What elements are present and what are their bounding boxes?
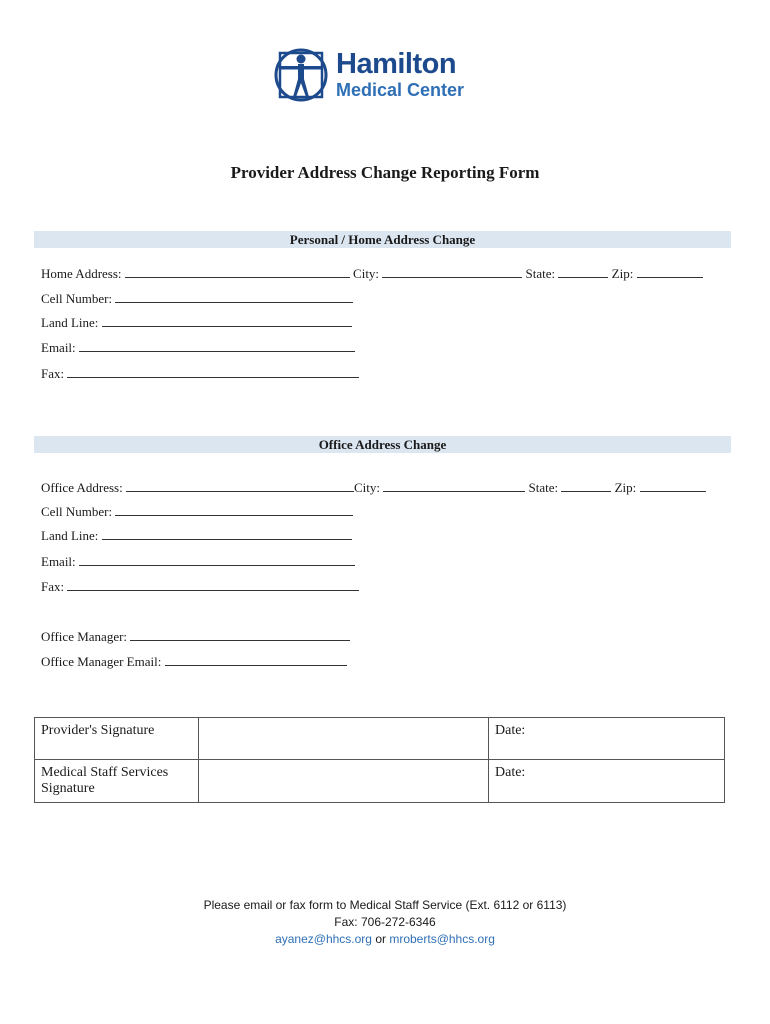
home-email-row xyxy=(41,340,355,356)
office-address-field[interactable] xyxy=(126,480,354,492)
form-title: Provider Address Change Reporting Form xyxy=(230,163,540,182)
hospital-logo xyxy=(274,45,484,107)
provider-signature-row xyxy=(35,718,725,760)
footer-connector: or xyxy=(375,932,386,946)
office-manager-field[interactable] xyxy=(130,629,350,641)
home-cell-field[interactable] xyxy=(115,291,353,303)
email-link-ayanez[interactable]: ayanez@hhcs.org xyxy=(275,932,372,946)
home-fax-row xyxy=(41,366,359,382)
office-fax-field[interactable] xyxy=(67,579,359,591)
logo-title: Hamilton xyxy=(336,48,457,80)
mss-signature-field[interactable] xyxy=(199,760,489,803)
home-email-field[interactable] xyxy=(79,340,355,352)
office-email-row xyxy=(41,554,355,570)
home-email-label: Email: xyxy=(41,340,76,355)
office-landline-field[interactable] xyxy=(102,528,352,540)
office-city-label: City: xyxy=(353,480,380,495)
office-city-field[interactable] xyxy=(383,480,525,492)
mss-date-field[interactable] xyxy=(489,760,725,803)
office-state-label: State: xyxy=(528,480,559,495)
home-city-field[interactable] xyxy=(382,266,522,278)
office-email-label: Email: xyxy=(41,554,76,569)
office-manager-row xyxy=(41,629,350,645)
footer-instructions: Please email or fax form to Medical Staff Service (Ext. 6112 or 6113) xyxy=(203,898,567,912)
home-address-field[interactable] xyxy=(125,266,350,278)
provider-date-label: Date: xyxy=(495,723,526,738)
provider-date-field[interactable] xyxy=(489,718,725,760)
office-section-heading: Office Address Change xyxy=(34,436,731,453)
provider-signature-field[interactable] xyxy=(199,718,489,760)
logo-subtitle: Medical Center xyxy=(336,80,465,100)
office-state-field[interactable] xyxy=(561,480,611,492)
office-zip-label: Zip: xyxy=(614,480,637,495)
mss-signature-label: Medical Staff Services Signature xyxy=(35,760,199,803)
home-city-label: City: xyxy=(353,266,380,281)
office-fax-label: Fax: xyxy=(41,579,65,594)
mss-signature-row xyxy=(35,760,725,803)
office-fax-row xyxy=(41,579,359,595)
office-manager-label: Office Manager: xyxy=(41,629,128,644)
home-fax-label: Fax: xyxy=(41,366,65,381)
home-fax-field[interactable] xyxy=(67,366,359,378)
provider-signature-label: Provider's Signature xyxy=(35,718,199,760)
home-landline-label: Land Line: xyxy=(41,315,99,330)
home-landline-field[interactable] xyxy=(102,315,352,327)
office-manager-email-row xyxy=(41,654,347,670)
email-link-mroberts[interactable]: mroberts@hhcs.org xyxy=(389,932,495,946)
mss-date-label: Date: xyxy=(495,765,526,780)
office-manager-email-field[interactable] xyxy=(165,654,347,666)
office-address-label: Office Address: xyxy=(41,480,123,495)
home-address-row xyxy=(41,266,703,282)
home-landline-row xyxy=(41,315,352,331)
office-zip-field[interactable] xyxy=(640,480,706,492)
home-section-heading: Personal / Home Address Change xyxy=(34,231,731,248)
office-cell-row xyxy=(41,504,353,520)
office-cell-field[interactable] xyxy=(115,504,353,516)
office-landline-row xyxy=(41,528,352,544)
footer-emails xyxy=(0,931,770,948)
home-state-label: State: xyxy=(525,266,556,281)
office-email-field[interactable] xyxy=(79,554,355,566)
home-zip-field[interactable] xyxy=(637,266,703,278)
home-cell-row xyxy=(41,291,353,307)
office-address-row xyxy=(41,480,706,496)
vitruvian-man-icon xyxy=(274,45,330,105)
home-cell-label: Cell Number: xyxy=(41,291,113,306)
signature-table xyxy=(34,717,725,803)
footer-fax: Fax: 706-272-6346 xyxy=(334,915,436,929)
office-cell-label: Cell Number: xyxy=(41,504,113,519)
home-zip-label: Zip: xyxy=(611,266,634,281)
office-landline-label: Land Line: xyxy=(41,528,99,543)
home-state-field[interactable] xyxy=(558,266,608,278)
office-manager-email-label: Office Manager Email: xyxy=(41,654,162,669)
home-address-label: Home Address: xyxy=(41,266,122,281)
